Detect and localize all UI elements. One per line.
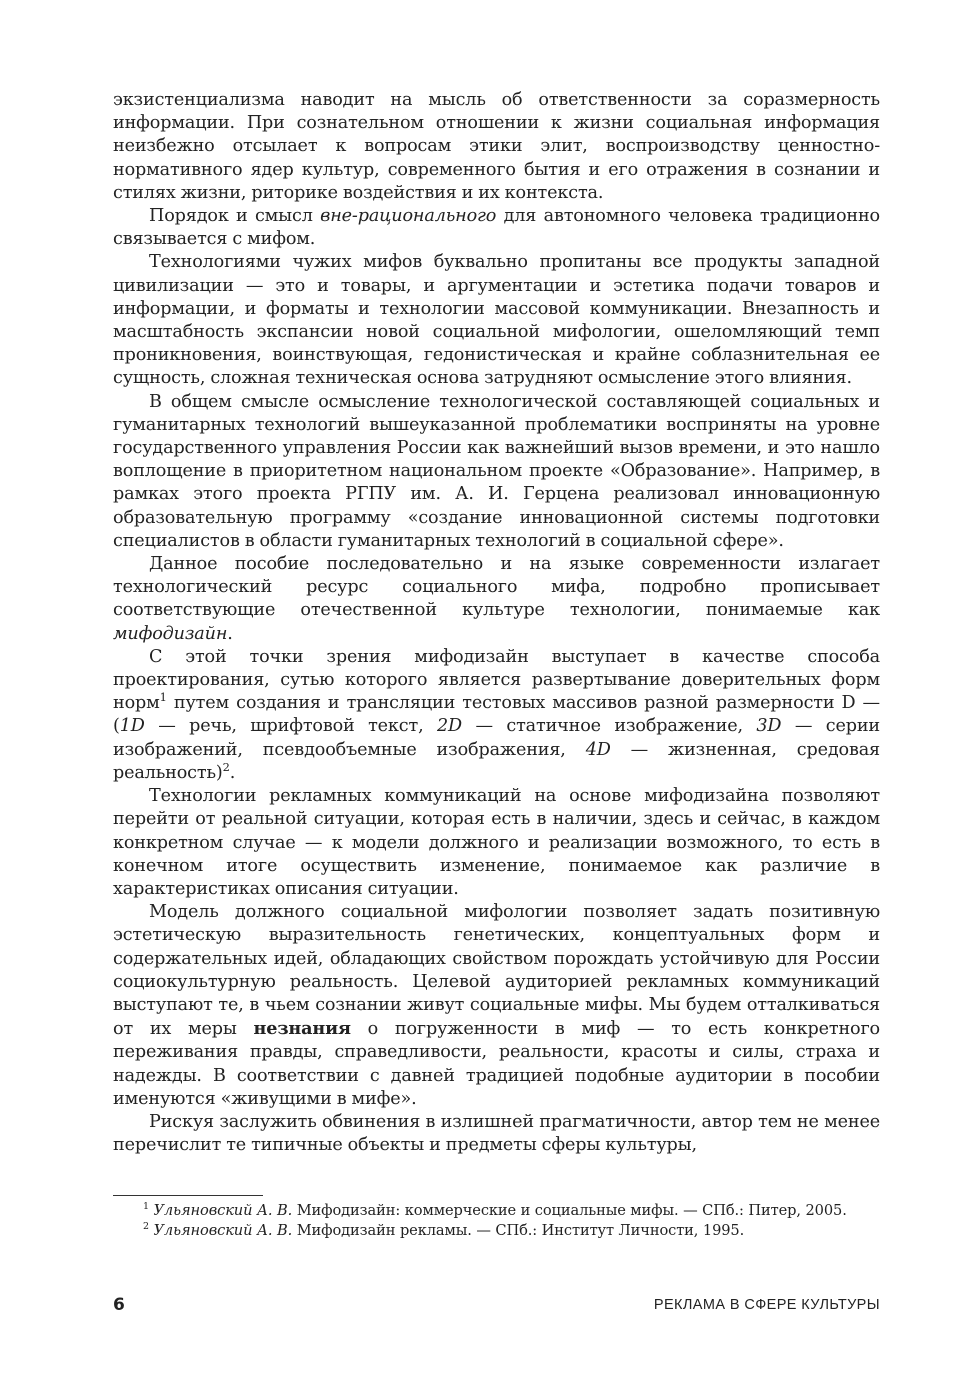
text-run: — статичное изображение, <box>461 716 757 737</box>
footnote-author: Ульяновский А. В. <box>153 1202 293 1219</box>
footnote-ref: 1 <box>159 690 167 705</box>
text-run: Технологиями чужих мифов буквально пропитаны все продукты западной цивилизации — это и товары, и аргументации и эстетика подачи товаров и информации, и форматы и технологии массовой коммуникации. Внезапность и масштабность экспансии новой социальной мифологии, ошеломляющий темп проникновения, воинствующая, гедонистическая и крайне соблазнительная ее сущность, сложная техническая основа затрудняют осмысление этого влияния. <box>113 252 880 389</box>
text-run: для автономного человека традиционно связывается с мифом. <box>113 206 880 250</box>
text-run: Порядок и смысл <box>149 206 321 227</box>
running-title: РЕКЛАМА В СФЕРЕ КУЛЬТУРЫ <box>653 1297 880 1313</box>
footnote-author: Ульяновский А. В. <box>153 1222 293 1239</box>
emphasis-text: 3D <box>756 716 782 737</box>
paragraph <box>113 205 880 251</box>
paragraph <box>113 646 880 785</box>
emphasis-text: вне-рационального <box>320 206 497 227</box>
text-run: Технологии рекламных коммуникаций на основе мифодизайна позволяют перейти от реальной ситуации, которая есть в наличии, здесь и сейчас, в каждом конкретном случае — к модели должного и реализации возможного, то есть в конечном итоге осуществить изменение, понимаемое как различие в характеристиках описания ситуации. <box>113 786 880 899</box>
paragraph <box>113 785 880 901</box>
emphasis-text: 4D <box>585 739 611 760</box>
text-run: путем создания и трансляции тестовых массивов разной размерности D — ( <box>113 693 880 737</box>
page-footer <box>113 1294 880 1316</box>
book-page <box>113 89 880 1359</box>
text-run: Модель должного социальной мифологии позволяет задать позитивную эстетическую выразительность генетических, концептуальных форм и содержательных идей, обладающих свойством порождать устойчивую для России социокультурную реальность. Целевой аудиторией рекламных коммуникаций выступают те, в чьем сознании живут социальные мифы. Мы будем отталкиваться от их меры <box>113 902 880 1040</box>
footnote-text: Мифодизайн: коммерческие и социальные мифы. — СПб.: Питер, 2005. <box>292 1202 847 1219</box>
text-run: . <box>227 623 233 644</box>
footnote-number: 2 <box>143 1221 149 1233</box>
text-run: — серии изображений, псевдообъемные изображения, <box>113 716 880 760</box>
page-number: 6 <box>113 1295 125 1315</box>
paragraph <box>113 391 880 553</box>
text-run: о погруженности в миф — то есть конкретного переживания правды, справедливости, реальности, красоты и силы, страха и надежды. В соответствии с давней традицией подобные аудитории в пособии именуются «живущими в мифе». <box>113 1019 880 1109</box>
footnote <box>113 1221 880 1241</box>
emphasis-text: незнания <box>253 1018 351 1040</box>
body-text <box>113 89 880 1157</box>
text-run: экзистенциализма наводит на мысль об ответственности за соразмерность информации. При сознательном отношении к жизни социальная информация неизбежно отсылает к вопросам этики элит, воспроизводству ценностно-нормативного ядер культур, современного бытия и его отражения в сознании и стилях жизни, риторике воздействия и их контекста. <box>113 90 880 203</box>
footnotes <box>113 1201 880 1241</box>
paragraph <box>113 89 880 205</box>
paragraph <box>113 1111 880 1157</box>
paragraph <box>113 901 880 1111</box>
footnote-separator <box>113 1195 263 1196</box>
footnote-text: Мифодизайн рекламы. — СПб.: Институт Личности, 1995. <box>292 1222 745 1239</box>
emphasis-text: мифодизайн <box>113 623 228 644</box>
text-run: С этой точки зрения мифодизайн выступает в качестве способа проектирования, сутью которого является развертывание доверительных форм норм <box>113 646 880 714</box>
emphasis-text: 2D <box>436 716 462 737</box>
text-run: . <box>229 762 236 783</box>
text-run: Данное пособие последовательно и на языке современности излагает технологический ресурс социального мифа, подробно прописывает соответствующие отечественной культуре технологии, понимаемые как <box>113 554 880 621</box>
footnote-number: 1 <box>143 1201 149 1213</box>
footnote <box>113 1201 880 1221</box>
text-run: — жизненная, средовая реальность) <box>113 739 880 783</box>
text-run: Рискуя заслужить обвинения в излишней прагматичности, автор тем не менее перечислит те типичные объекты и предметы сферы культуры, <box>113 1111 880 1156</box>
paragraph <box>113 251 880 390</box>
text-run: В общем смысле осмысление технологической составляющей социальных и гуманитарных технологий вышеуказанной проблематики восприняты на уровне государственного управления России как важнейший вызов времени, и это нашло воплощение в приоритетном национальном проекте «Образование». Например, в рамках этого проекта РГПУ им. А. И. Герцена реализовал инновационную образовательную программу «создание инновационной системы подготовки специалистов в области гуманитарных технологий в социальной сфере». <box>113 391 880 551</box>
footnote-ref: 2 <box>222 760 230 775</box>
paragraph <box>113 553 880 646</box>
emphasis-text: 1D <box>119 716 145 737</box>
text-run: — речь, шрифтовой текст, <box>144 716 437 737</box>
